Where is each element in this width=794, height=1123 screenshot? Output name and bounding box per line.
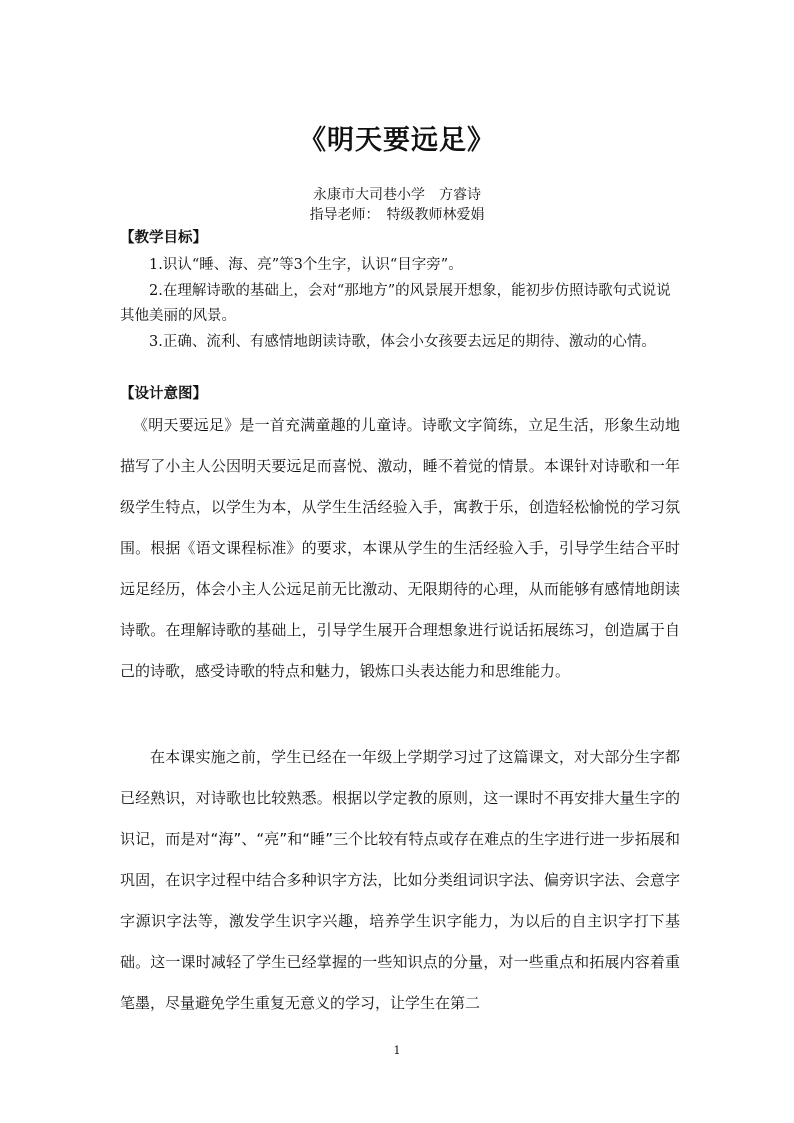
- page-number: 1: [393, 1044, 401, 1057]
- intent-paragraph-1: 《明天要远足》是一首充满童趣的儿童诗。诗歌文字简练，立足生活，形象生动地描写了小主人公因明天要远足而喜悦、激动，睡不着觉的情景。本课针对诗歌和一年级学生特点，以学生为本，从学生生活经验入手，寓教于乐，创造轻松愉悦的学习氛围。根据《语文课程标准》的要求，本课从学生的生活经验入手，引导学生结合平时远足经历，体会小主人公远足前无比激动、无限期待的心理，从而能够有感情地朗读诗歌。在理解诗歌的基础上，引导学生展开合理想象进行说话拓展练习，创造属于自己的诗歌，感受诗歌的特点和魅力，锻炼口头表达能力和思维能力。: [120, 416, 680, 680]
- goal-item-1: 1.识认“睡、海、亮”等3个生字，认识“目字旁”。: [149, 257, 463, 273]
- intent-paragraph-2: 在本课实施之前，学生已经在一年级上学期学习过了这篇课文，对大部分生字都已经熟识，对诗歌也比较熟悉。根据以学定教的原则，这一课时不再安排大量生字的识记，而是对“海”、“亮”和“睡”三个比较有特点或存在难点的生字进行进一步拓展和巩固，在识字过程中结合多种识字方法，比如分类组词识字法、偏旁识字法、会意字字源识字法等，激发学生识字兴趣，培养学生识字能力，为以后的自主识字打下基础。这一课时减轻了学生已经掌握的一些知识点的分量，对一些重点和拓展内容着重笔墨，尽量避免学生重复无意义的学习，让学生在第二: [120, 748, 680, 1012]
- goal-item-2: 2.在理解诗歌的基础上，会对“那地方”的风景展开想象，能初步仿照诗歌句式说说其他美丽的风景。: [120, 283, 671, 324]
- goals-heading: 【教学目标】: [120, 229, 207, 246]
- intent-heading: 【设计意图】: [120, 385, 207, 402]
- document-title: 《明天要远足》: [299, 125, 495, 156]
- author-line: 永康市大司巷小学 方睿诗: [313, 187, 481, 203]
- goal-item-3: 3.正确、流利、有感情地朗读诗歌，体会小女孩要去远足的期待、激动的心情。: [149, 334, 656, 350]
- advisor-line: 指导老师： 特级教师林爱娟: [309, 207, 485, 223]
